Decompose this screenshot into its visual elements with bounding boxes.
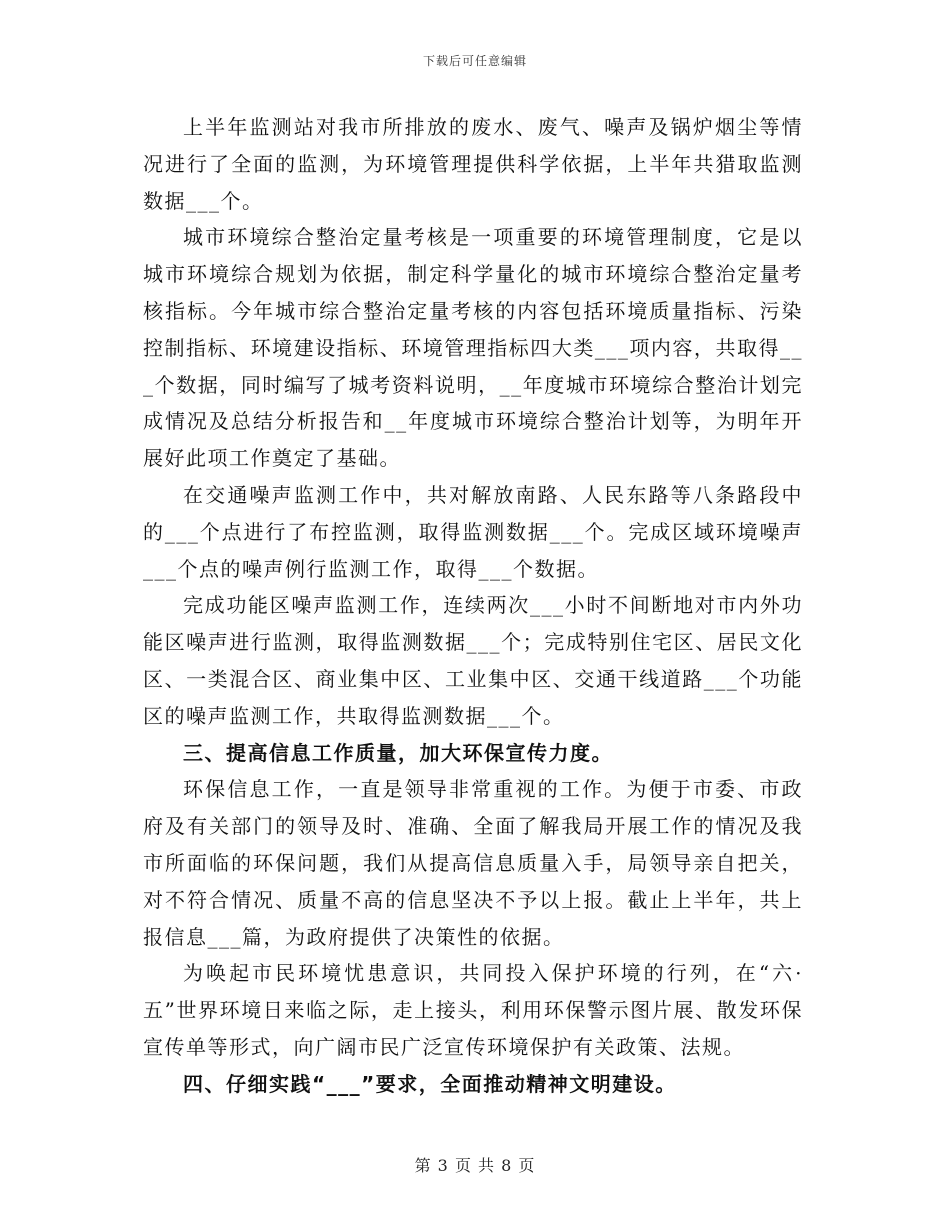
section-heading-3: 三、提高信息工作质量，加大环保宣传力度。	[183, 740, 613, 765]
page-number: 第 3 页 共 8 页	[414, 1156, 536, 1175]
paragraph-traffic-noise: 在交通噪声监测工作中，共对解放南路、人民东路等八条路段中的___个点进行了布控监测，取得监测数据___个。完成区域环境噪声___个点的噪声例行监测工作，取得___个数据。	[143, 482, 803, 581]
document-body	[143, 109, 803, 1103]
paragraph-city-assessment: 城市环境综合整治定量考核是一项重要的环境管理制度，它是以城市环境综合规划为依据，制定科学量化的城市环境综合整治定量考核指标。今年城市综合整治定量考核的内容包括环境质量指标、污染控制指标、环境建设指标、环境管理指标四大类___项内容，共取得___个数据，同时编写了城考资料说明，__年度城市环境综合整治计划完成情况及总结分析报告和__年度城市环境综合整治计划等，为明年开展好此项工作奠定了基础。	[143, 225, 803, 471]
page-header-note: 下载后可任意编辑	[422, 54, 527, 68]
paragraph-functional-zone-noise: 完成功能区噪声监测工作，连续两次___小时不间断地对市内外功能区噪声进行监测，取得监测数据___个；完成特别住宅区、居民文化区、一类混合区、商业集中区、工业集中区、交通干线道路___个功能区的噪声监测工作，共取得监测数据___个。	[143, 593, 803, 728]
paragraph-info-work: 环保信息工作，一直是领导非常重视的工作。为便于市委、市政府及有关部门的领导及时、准确、全面了解我局开展工作的情况及我市所面临的环保问题，我们从提高信息质量入手，局领导亲自把关，对不符合情况、质量不高的信息坚决不予以上报。截止上半年，共上报信息___篇，为政府提供了决策性的依据。	[143, 777, 803, 949]
section-heading-4: 四、仔细实践“___”要求，全面推动精神文明建设。	[183, 1071, 677, 1096]
paragraph-environment-day: 为唤起市民环境忧患意识，共同投入保护环境的行列，在“六·五”世界环境日来临之际，走上接头，利用环保警示图片展、散发环保宣传单等形式，向广阔市民广泛宣传环境保护有关政策、法规。	[143, 961, 803, 1059]
paragraph-monitoring-summary: 上半年监测站对我市所排放的废水、废气、噪声及锅炉烟尘等情况进行了全面的监测，为环境管理提供科学依据，上半年共猎取监测数据___个。	[143, 115, 803, 213]
